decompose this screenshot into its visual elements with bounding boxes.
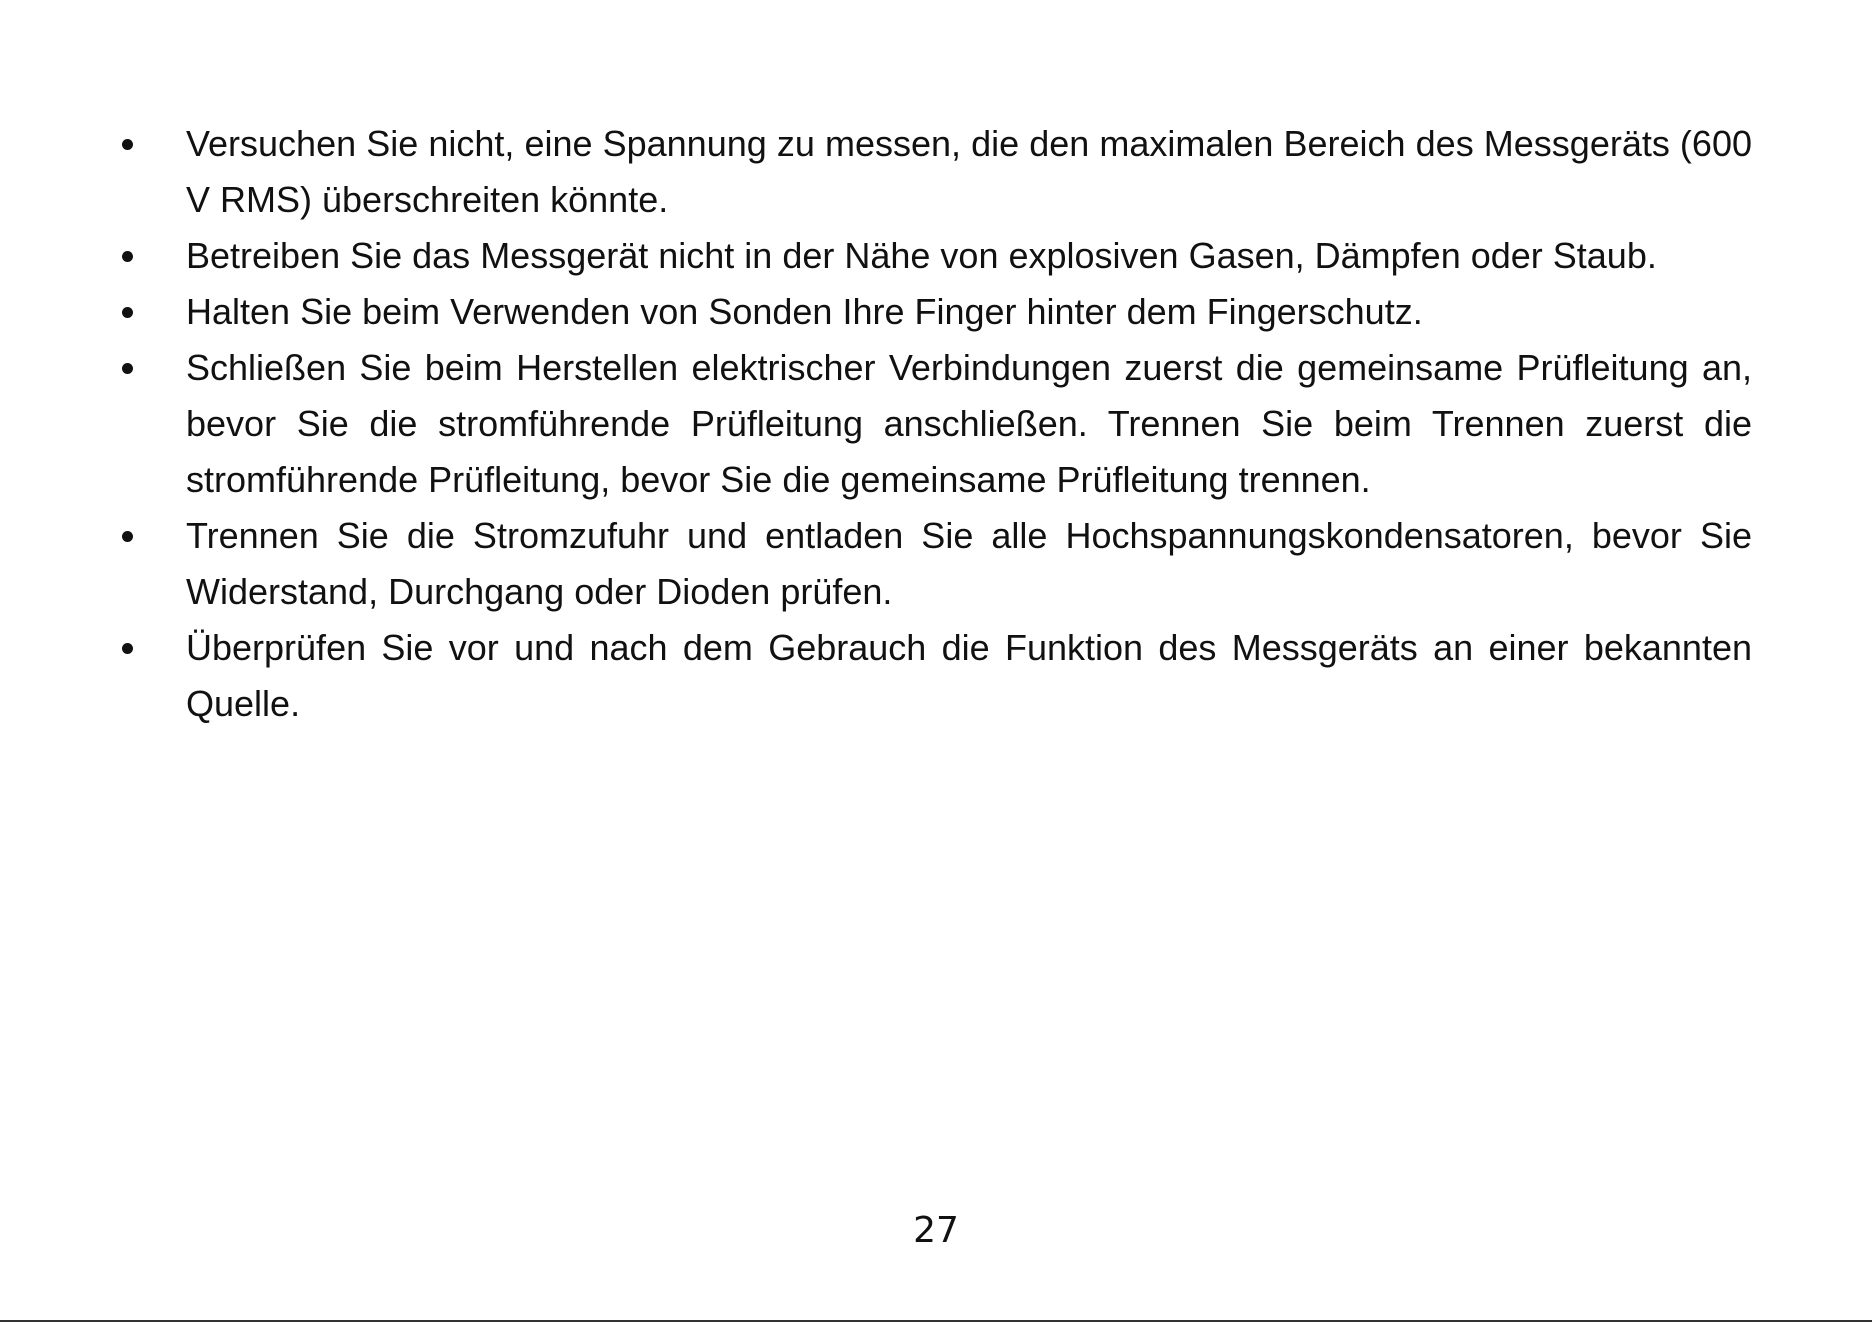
bullet-icon (122, 251, 133, 262)
list-item (0, 620, 1752, 732)
bullet-icon (122, 139, 133, 150)
page-number: 27 (913, 1210, 959, 1251)
bottom-divider (0, 1320, 1872, 1322)
list-item-text: Versuchen Sie nicht, eine Spannung zu messen, die den maximalen Bereich des Messgeräts (600 V RMS) überschreiten könnte. (186, 123, 1752, 220)
safety-bullet-list (0, 116, 1872, 732)
bullet-icon (122, 643, 133, 654)
list-item (0, 340, 1752, 508)
bullet-icon (122, 363, 133, 374)
list-item (0, 116, 1752, 228)
list-item-text: Trennen Sie die Stromzufuhr und entladen Sie alle Hochspannungskondensatoren, bevor Sie Widerstand, Durchgang oder Dioden prüfen. (186, 515, 1752, 612)
bullet-icon (122, 531, 133, 542)
list-item (0, 284, 1752, 340)
list-item-text: Schließen Sie beim Herstellen elektrischer Verbindungen zuerst die gemeinsame Prüfleitung an, bevor Sie die stromführende Prüfleitung anschließen. Trennen Sie beim Trennen zuerst die stromführende Prüfleitung, bevor Sie die gemeinsame Prüfleitung trennen. (186, 347, 1752, 500)
list-item (0, 228, 1752, 284)
list-item-text: Betreiben Sie das Messgerät nicht in der Nähe von explosiven Gasen, Dämpfen oder Staub. (186, 235, 1657, 276)
bullet-icon (122, 307, 133, 318)
list-item-text: Überprüfen Sie vor und nach dem Gebrauch die Funktion des Messgeräts an einer bekannten Quelle. (186, 627, 1752, 724)
list-item (0, 508, 1752, 620)
list-item-text: Halten Sie beim Verwenden von Sonden Ihre Finger hinter dem Fingerschutz. (186, 291, 1423, 332)
